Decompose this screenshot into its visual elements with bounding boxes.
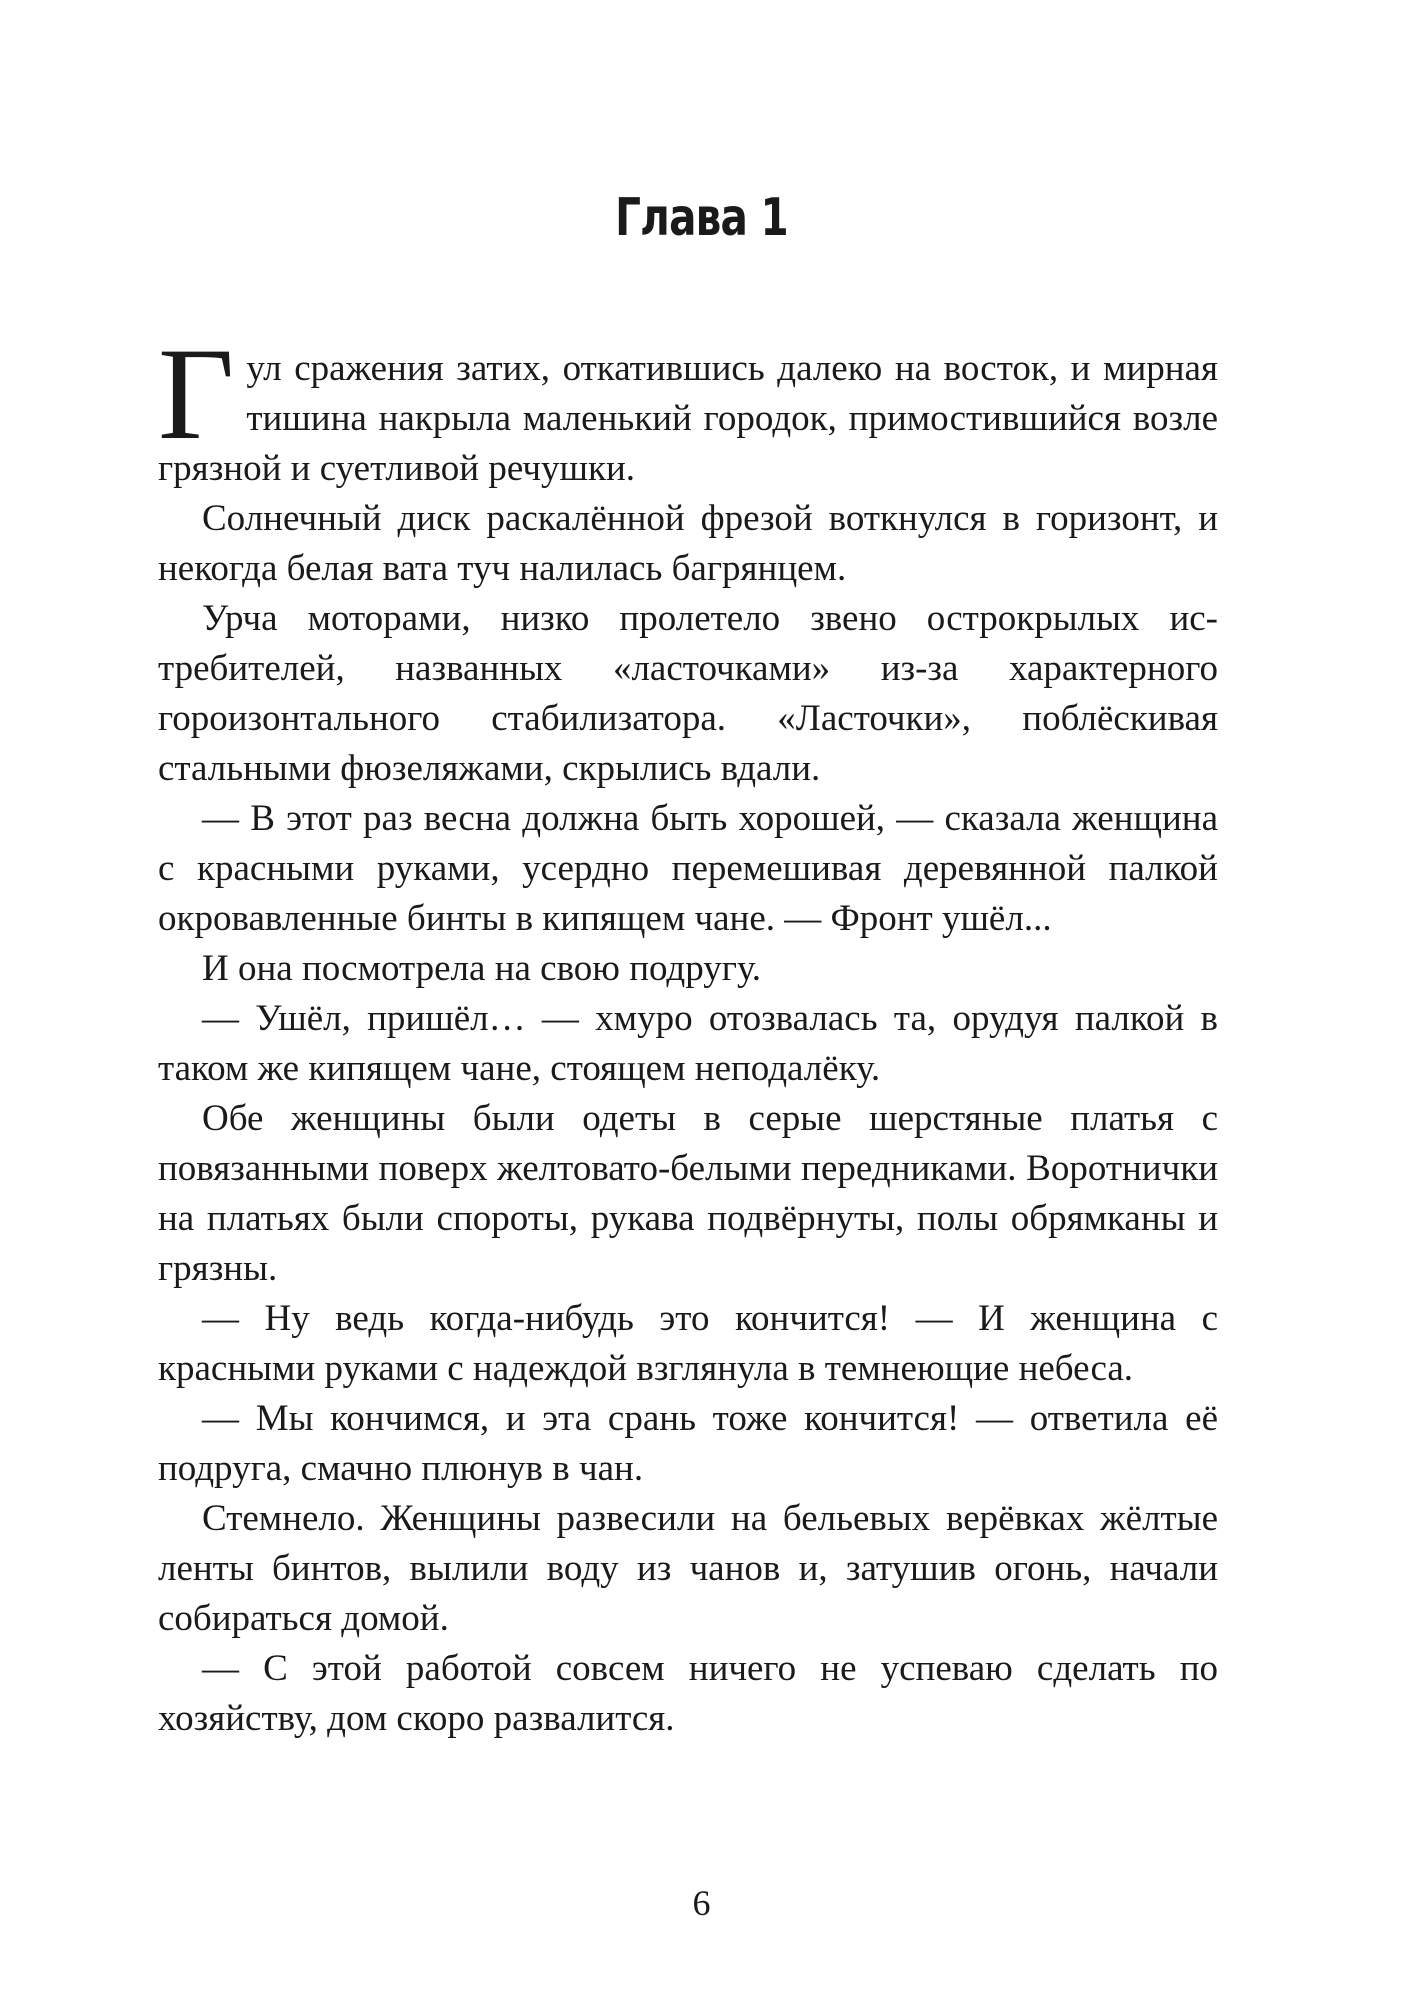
paragraph: — Ну ведь когда-нибудь это кончится! — И женщина с красными руками с надеждой взглянула в темнеющие небеса. bbox=[158, 1298, 1218, 1389]
paragraph-1 bbox=[158, 320, 1218, 494]
paragraph: — Ушёл, пришёл… — хмуро отозвалась та, орудуя палкой в таком же кипящем чане, стоящем неподалёку. bbox=[158, 998, 1218, 1089]
paragraph: Урча моторами, низко пролетело звено острокрылых истребителей, названных «ласточками» из-за характерного гороизонтального стабилизатора. «Ласточки», поблёскивая стальными фюзеляжами, скрылись вдали. bbox=[158, 598, 1218, 789]
paragraph: Обе женщины были одеты в серые шерстяные платья с повязанными поверх желтовато-белыми передниками. Воротнички на платьях были спороты, рукава подвёрнуты, полы обрямканы и грязны. bbox=[158, 1098, 1218, 1289]
paragraph: — В этот раз весна должна быть хорошей, — сказала женщина с красными руками, усердно перемешивая деревянной палкой окровавленные бинты в кипящем чане. — Фронт ушёл... bbox=[158, 798, 1218, 939]
paragraph-1-text: ул сражения затих, откатившись далеко на восток, и мирная тишина накрыла маленький городок, примостившийся возле грязной и суетливой речушки. bbox=[158, 348, 1218, 489]
paragraph: — С этой работой совсем ничего не успеваю сделать по хозяйству, дом скоро развалится. bbox=[158, 1648, 1218, 1739]
chapter-title: Глава 1 bbox=[615, 188, 788, 248]
page-number: 6 bbox=[692, 1883, 711, 1923]
drop-cap: Г bbox=[158, 320, 235, 467]
paragraph: Солнечный диск раскалённой фрезой воткнулся в горизонт, и некогда белая вата туч налилась багрянцем. bbox=[158, 498, 1218, 589]
paragraph: Стемнело. Женщины развесили на бельевых верёвках жёлтые ленты бинтов, вылили воду из чанов и, затушив огонь, начали собираться домой. bbox=[158, 1498, 1218, 1639]
paragraph: И она посмотрела на свою подругу. bbox=[202, 948, 761, 989]
body-text bbox=[158, 320, 1218, 1744]
paragraph: — Мы кончимся, и эта срань тоже кончится! — ответила её подруга, смачно плюнув в чан. bbox=[158, 1398, 1218, 1489]
